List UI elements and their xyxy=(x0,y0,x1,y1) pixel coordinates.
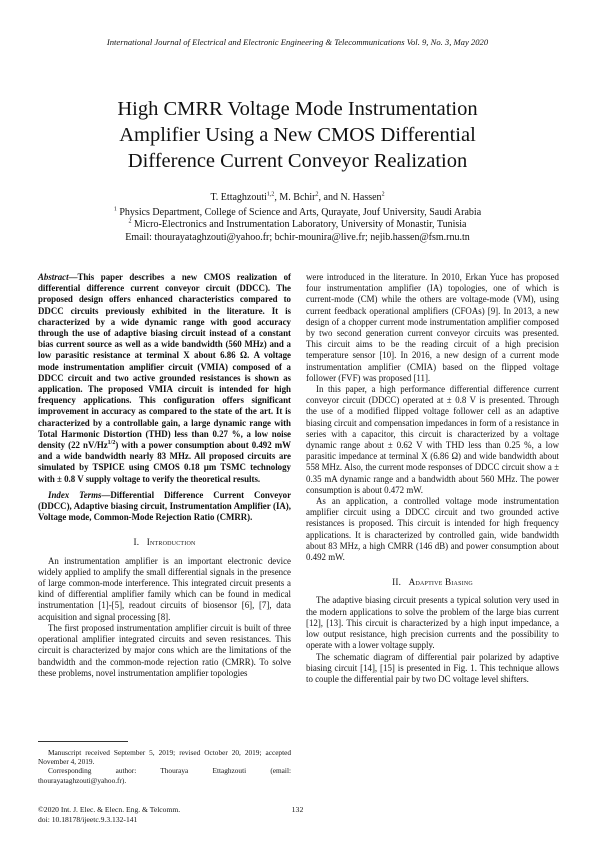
journal-header: International Journal of Electrical and Electronic Engineering & Telecommunications Vol. 9, No. 3, May 2020 xyxy=(106,37,489,47)
affiliation-2 xyxy=(40,219,555,232)
paragraph: were introduced in the literature. In 2010, Erkan Yuce has proposed four instrumentation amplifier (IA) topologies, one of which is current-mode (CM) while the others are voltage-mode (VM), using current feedback operational amplifiers (CFOAs) [9]. In 2013, a new design of a chopper current mode instrumentation amplifier composed by two second generation current conveyor circuits was presented. This circuit aims to be the reading circuit of a high precision temperature sensor [10]. In 2016, a new design of a current mode instrumentation amplifier (CMIA) based on the flipped voltage follower (FVF) was proposed [11]. xyxy=(306,272,559,383)
author-block xyxy=(40,192,555,244)
paragraph: An instrumentation amplifier is an important electronic device widely applied to amplify the small differential signals in the presence of large common-mode interference. This integrated circuit presents a kind of differential amplifier family which can be found in medical instrumentation [1]-[5], readout circuits of biosensor [6], [7], data acquisition and signal processing [8]. xyxy=(38,555,291,622)
footnote: Manuscript received September 5, 2019; revised October 20, 2019; accepted November 4, 2019. xyxy=(38,748,291,767)
title-line: High CMRR Voltage Mode Instrumentation xyxy=(117,98,478,120)
section-number: I. xyxy=(133,537,140,548)
index-terms-dash: — xyxy=(101,489,111,500)
section-title: Adaptive Biasing xyxy=(408,577,473,588)
affiliation-text: Physics Department, College of Science and Arts, Qurayate, Jouf University, Saudi Arabia xyxy=(116,206,482,218)
paragraph: The adaptive biasing circuit presents a typical solution very used in the modern applications to solve the problem of the large bias current [12], [13]. This circuit is characterized by a high input impedance, a low output resistance, high precision currents and the possibility to operate with a lower voltage supply. xyxy=(306,595,559,651)
section-heading-introduction xyxy=(38,537,291,548)
index-terms-text: Differential Difference Current Conveyor (DDCC), Adaptive biasing circuit, Instrumentation Amplifier (IA), Voltage mode, Common-Mode Rejection Ratio (CMRR). xyxy=(38,489,292,523)
title-line: Difference Current Conveyor Realization xyxy=(127,150,468,172)
footnote: Corresponding author: Thouraya Ettaghzouti (email: thourayataghzouti@yahoo.fr). xyxy=(38,766,291,785)
index-terms-label: Index Terms xyxy=(48,489,102,500)
paragraph: As an application, a controlled voltage mode instrumentation amplifier circuit using a DDCC circuit and two grounded active resistances is proposed. This circuit is intended for high frequency applications. It is characterized by controlled gain, wide bandwidth about 83 MHz, a high CMRR (146 dB) and power consumption about 0.492 mW. xyxy=(306,496,559,563)
abstract-text: This paper describes a new CMOS realization of differential difference current conveyor circuit (DDCC). The proposed design offers enhanced characteristics compared to DDCC circuits previously exhibited in the literature. It is characterized by a wide dynamic range with good accuracy through the use of adaptive biasing circuit instead of a constant bias current source as well as a wide bandwidth (560 MHz) and a low parasitic resistance at terminal X about 6.86 Ω. A voltage mode instrumentation amplifier circuit (VMIA) composed of a DDCC circuit and two active grounded resistances is shown as application. The proposed VMIA circuit is intended for high frequency applications. This configuration offers significant improvement in accuracy as compared to the state of the art. It is characterized by a controllable gain, a large dynamic range with Total Harmonic Distortion (THD) less than 0.27 %, a low noise density (22 nV/Hz xyxy=(38,272,291,451)
author-name: , M. Bchir xyxy=(274,192,316,203)
section-number: II. xyxy=(392,577,402,588)
title-line: Amplifier Using a New CMOS Differential xyxy=(119,124,476,146)
affiliation-mark: 2 xyxy=(315,191,319,198)
paragraph: The first proposed instrumentation amplifier circuit is built of three operational amplifier integrated circuits and seven resistances. This circuit is characterized by major cons which are the limitations of the bandwidth and the common-mode rejection ratio (CMRR). To solve these problems, novel instrumentation amplifier topologies xyxy=(38,622,291,678)
abstract xyxy=(38,272,291,485)
copyright: ©2020 Int. J. Elec. & Elecn. Eng. & Telcomm. xyxy=(38,805,181,814)
right-column xyxy=(306,272,559,685)
section-heading-adaptive-biasing xyxy=(306,577,559,588)
doi: doi: 10.18178/ijeetc.9.3.132-141 xyxy=(38,814,138,824)
affiliation-text: Micro-Electronics and Instrumentation Laboratory, University of Monastir, Tunisia xyxy=(131,219,467,230)
index-terms xyxy=(38,490,291,524)
affiliation-1 xyxy=(40,207,555,220)
affiliation-mark: 2 xyxy=(128,218,132,225)
affiliation-mark: 2 xyxy=(381,191,385,198)
footnotes xyxy=(38,748,291,785)
affiliation-mark: 1 xyxy=(113,206,117,213)
author-names xyxy=(40,192,555,205)
author-emails: Email: thourayataghzouti@yahoo.fr; bchir-mounira@live.fr; nejib.hassen@fsm.rnu.tn xyxy=(125,231,470,243)
abstract-text: ) with a power consumption about 0.492 mW and a wide bandwidth nearly 83 MHz. All proposed circuits are simulated by TSPICE using CMOS 0.18 µm TSMC technology with ± 0.8 V supply voltage to verify the theoretical results. xyxy=(38,440,291,484)
author-name: T. Ettaghzouti xyxy=(210,192,267,203)
abstract-superscript: 1/2 xyxy=(107,440,116,447)
abstract-label: Abstract xyxy=(38,272,69,282)
paragraph: In this paper, a high performance differential difference current conveyor circuit (DDCC) operated at ± 0.8 V is presented. Through the use of a modified flipped voltage follower cell as an adaptive biasing circuit and compensation impedances in form of a resistance in series with a capacitor, this circuit is characterized by a voltage dynamic range about ± 0.62 V with THD less than 0.25 %, a low parasitic impedance at terminal X (6.86 Ω) and wide bandwidth about 558 MHz. Also, the current mode responses of DDCC circuit show a ± 0.35 mA dynamic range and a bandwidth about 560 MHz. The power consumption is about 0.472 mW. xyxy=(306,384,559,495)
footnote-divider xyxy=(38,741,128,742)
paragraph: The schematic diagram of differential pair polarized by adaptive biasing circuit [14], [15] is presented in Fig. 1. This technique allows to couple the differential pair by two DC voltage level shifters. xyxy=(306,651,559,684)
left-column xyxy=(38,272,291,679)
author-name: , and N. Hassen xyxy=(318,192,382,203)
page-number: 132 xyxy=(291,805,304,814)
abstract-dash: — xyxy=(68,272,78,282)
paper-title xyxy=(60,96,535,174)
affiliation-mark: 1,2 xyxy=(266,191,275,198)
section-title: Introduction xyxy=(146,537,196,548)
